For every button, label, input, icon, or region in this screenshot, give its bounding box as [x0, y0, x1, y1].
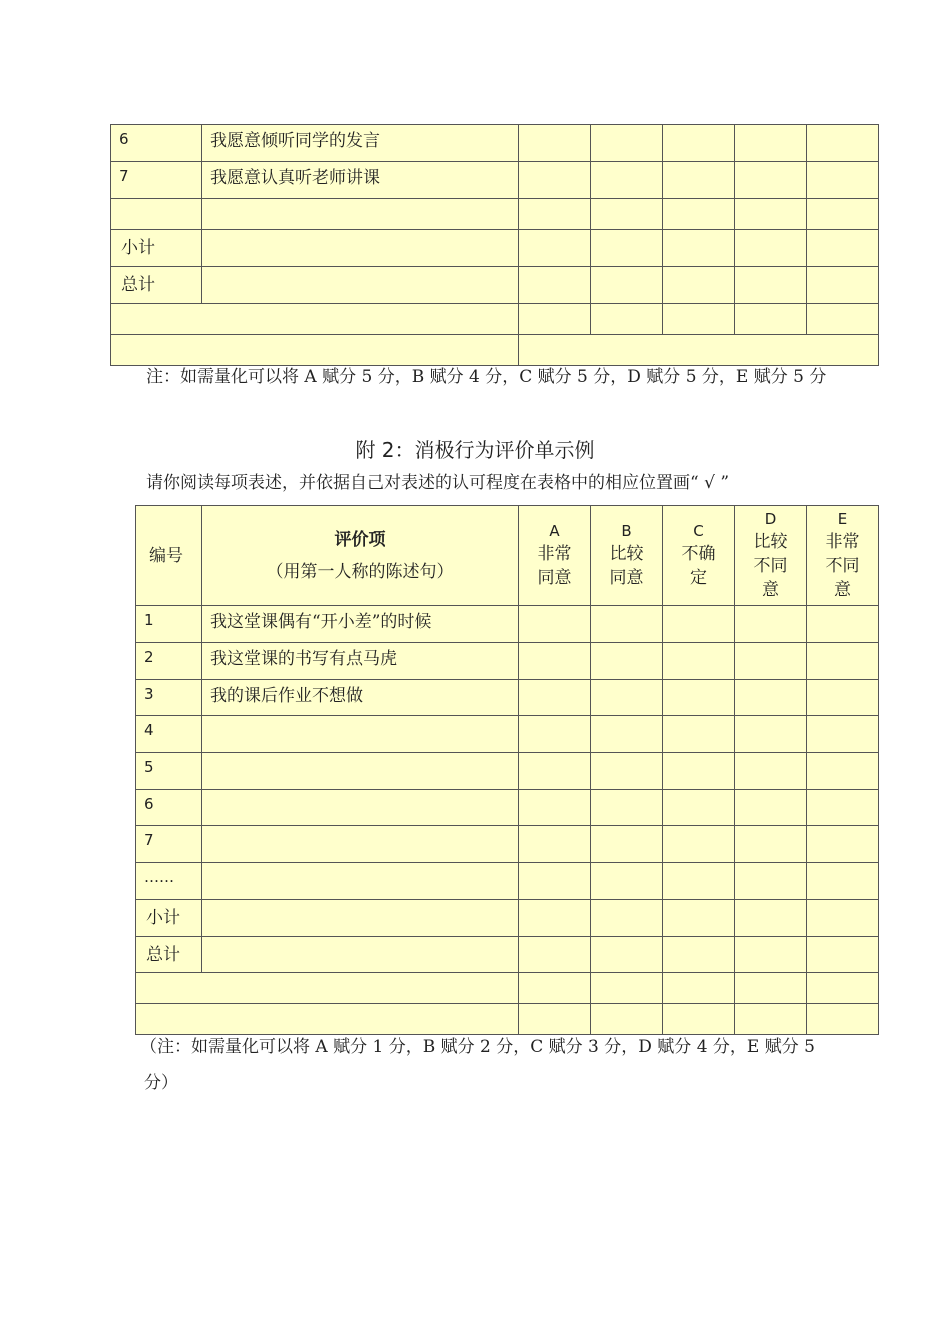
total-cell-e[interactable]	[807, 267, 879, 304]
rating-cell-d[interactable]	[735, 199, 807, 230]
row-statement: 我愿意倾听同学的发言	[202, 125, 519, 162]
rating-cell-e[interactable]	[807, 790, 879, 826]
total-row	[136, 937, 879, 973]
row-statement	[202, 863, 519, 900]
rating-cell-c[interactable]	[663, 125, 735, 162]
rating-cell-c[interactable]	[663, 790, 735, 826]
rating-cell-c[interactable]	[663, 199, 735, 230]
subtotal-cell-a[interactable]	[519, 230, 591, 267]
section-title: 附 2：消极行为评价单示例	[355, 438, 595, 462]
rating-cell-a[interactable]	[519, 790, 591, 826]
rating-cell-e[interactable]	[807, 606, 879, 643]
rating-cell-d[interactable]	[735, 125, 807, 162]
rating-cell-d[interactable]	[735, 716, 807, 753]
table-row	[111, 162, 879, 199]
subtotal-cell-c[interactable]	[663, 900, 735, 937]
rating-cell-e[interactable]	[807, 162, 879, 199]
row-statement	[202, 199, 519, 230]
subtotal-row	[136, 900, 879, 937]
col-header-d: D 比较 不同 意	[735, 506, 807, 606]
table-row	[136, 1004, 879, 1035]
total-label: 总计	[136, 937, 202, 973]
rating-cell-e[interactable]	[807, 680, 879, 716]
total-cell-c[interactable]	[663, 267, 735, 304]
table-row	[111, 199, 879, 230]
subtotal-cell-b[interactable]	[591, 230, 663, 267]
col-header-a: A 非常 同意	[519, 506, 591, 606]
row-id: 6	[136, 790, 202, 826]
rating-cell-e[interactable]	[807, 199, 879, 230]
rating-cell-e[interactable]	[807, 863, 879, 900]
table-row	[136, 606, 879, 643]
rating-cell-c[interactable]	[663, 863, 735, 900]
table2-note-line1: （注：如需量化可以将 A 赋分 1 分，B 赋分 2 分，C 赋分 3 分，D 赋分 4 分，E 赋分 5	[140, 1037, 815, 1057]
table-row	[136, 863, 879, 900]
row-id	[111, 199, 202, 230]
row-statement: 我这堂课偶有“开小差”的时候	[202, 606, 519, 643]
subtotal-label: 小计	[111, 230, 202, 267]
rating-cell-b[interactable]	[591, 716, 663, 753]
positive-evaluation-table-continued	[110, 124, 879, 366]
total-cell-c[interactable]	[663, 937, 735, 973]
col-header-c: C 不确 定	[663, 506, 735, 606]
subtotal-cell-c[interactable]	[663, 230, 735, 267]
total-cell-b[interactable]	[591, 937, 663, 973]
total-cell-b[interactable]	[591, 267, 663, 304]
instruction-text: 请你阅读每项表述，并依据自己对表述的认可程度在表格中的相应位置画“ √ ”	[146, 473, 730, 493]
item-header-label: 评价项	[334, 529, 386, 550]
rating-cell-b[interactable]	[591, 643, 663, 680]
rating-cell-c[interactable]	[663, 753, 735, 790]
table-row	[136, 973, 879, 1004]
table-row	[111, 125, 879, 162]
rating-cell-d[interactable]	[735, 790, 807, 826]
total-cell-a[interactable]	[519, 937, 591, 973]
rating-cell-e[interactable]	[807, 125, 879, 162]
rating-cell-a[interactable]	[519, 753, 591, 790]
rating-cell-d[interactable]	[735, 863, 807, 900]
rating-cell-b[interactable]	[591, 162, 663, 199]
subtotal-cell-e[interactable]	[807, 230, 879, 267]
rating-cell-b[interactable]	[591, 125, 663, 162]
rating-cell-b[interactable]	[591, 790, 663, 826]
rating-cell-d[interactable]	[735, 162, 807, 199]
rating-cell-a[interactable]	[519, 826, 591, 863]
rating-cell-c[interactable]	[663, 826, 735, 863]
subtotal-cell-e[interactable]	[807, 900, 879, 937]
rating-cell-a[interactable]	[519, 162, 591, 199]
rating-cell-d[interactable]	[735, 643, 807, 680]
row-statement	[202, 790, 519, 826]
total-cell-d[interactable]	[735, 267, 807, 304]
row-statement: 我这堂课的书写有点马虎	[202, 643, 519, 680]
rating-cell-b[interactable]	[591, 606, 663, 643]
row-statement	[202, 826, 519, 863]
col-header-b: B 比较 同意	[591, 506, 663, 606]
row-id: 4	[136, 716, 202, 753]
rating-cell-e[interactable]	[807, 716, 879, 753]
table-row	[136, 643, 879, 680]
rating-cell-c[interactable]	[663, 643, 735, 680]
rating-cell-a[interactable]	[519, 680, 591, 716]
row-statement	[202, 716, 519, 753]
rating-cell-a[interactable]	[519, 125, 591, 162]
subtotal-cell-b[interactable]	[591, 900, 663, 937]
item-header	[202, 506, 519, 606]
table-row	[136, 826, 879, 863]
subtotal-cell-d[interactable]	[735, 900, 807, 937]
rating-cell-d[interactable]	[735, 606, 807, 643]
rating-cell-a[interactable]	[519, 199, 591, 230]
subtotal-label: 小计	[136, 900, 202, 937]
row-id: 7	[111, 162, 202, 199]
table2-note-line2: 分）	[144, 1073, 178, 1093]
row-id: 6	[111, 125, 202, 162]
col-header-e: E 非常 不同 意	[807, 506, 879, 606]
rating-cell-c[interactable]	[663, 680, 735, 716]
rating-cell-b[interactable]	[591, 199, 663, 230]
item-header-sub: （用第一人称的陈述句）	[266, 561, 454, 582]
rating-cell-b[interactable]	[591, 753, 663, 790]
row-id: 3	[136, 680, 202, 716]
table-row	[136, 753, 879, 790]
rating-cell-d[interactable]	[735, 680, 807, 716]
rating-cell-e[interactable]	[807, 643, 879, 680]
rating-cell-d[interactable]	[735, 826, 807, 863]
rating-cell-c[interactable]	[663, 162, 735, 199]
header-row	[136, 506, 879, 606]
rating-cell-a[interactable]	[519, 606, 591, 643]
subtotal-cell-a[interactable]	[519, 900, 591, 937]
rating-cell-a[interactable]	[519, 716, 591, 753]
negative-evaluation-table	[135, 505, 879, 1035]
rating-cell-b[interactable]	[591, 863, 663, 900]
row-statement: 我的课后作业不想做	[202, 680, 519, 716]
rating-cell-b[interactable]	[591, 826, 663, 863]
row-id: 1	[136, 606, 202, 643]
table-row	[136, 680, 879, 716]
table-row	[111, 304, 879, 335]
subtotal-cell-d[interactable]	[735, 230, 807, 267]
rating-cell-e[interactable]	[807, 753, 879, 790]
total-row	[111, 267, 879, 304]
row-id: 2	[136, 643, 202, 680]
id-header: 编号	[136, 506, 202, 606]
table1-note: 注：如需量化可以将 A 赋分 5 分，B 赋分 4 分，C 赋分 5 分，D 赋分 5 分，E 赋分 5 分	[146, 367, 827, 387]
table-row	[136, 790, 879, 826]
rating-cell-c[interactable]	[663, 606, 735, 643]
table-row	[111, 335, 879, 366]
total-cell-d[interactable]	[735, 937, 807, 973]
rating-cell-d[interactable]	[735, 753, 807, 790]
row-id: 5	[136, 753, 202, 790]
rating-cell-a[interactable]	[519, 863, 591, 900]
rating-cell-c[interactable]	[663, 716, 735, 753]
row-id: ……	[136, 863, 202, 900]
row-statement	[202, 753, 519, 790]
rating-cell-a[interactable]	[519, 643, 591, 680]
total-cell-e[interactable]	[807, 937, 879, 973]
rating-cell-e[interactable]	[807, 826, 879, 863]
rating-cell-b[interactable]	[591, 680, 663, 716]
row-statement: 我愿意认真听老师讲课	[202, 162, 519, 199]
table-row	[136, 716, 879, 753]
subtotal-row	[111, 230, 879, 267]
total-cell-a[interactable]	[519, 267, 591, 304]
total-label: 总计	[111, 267, 202, 304]
row-id: 7	[136, 826, 202, 863]
